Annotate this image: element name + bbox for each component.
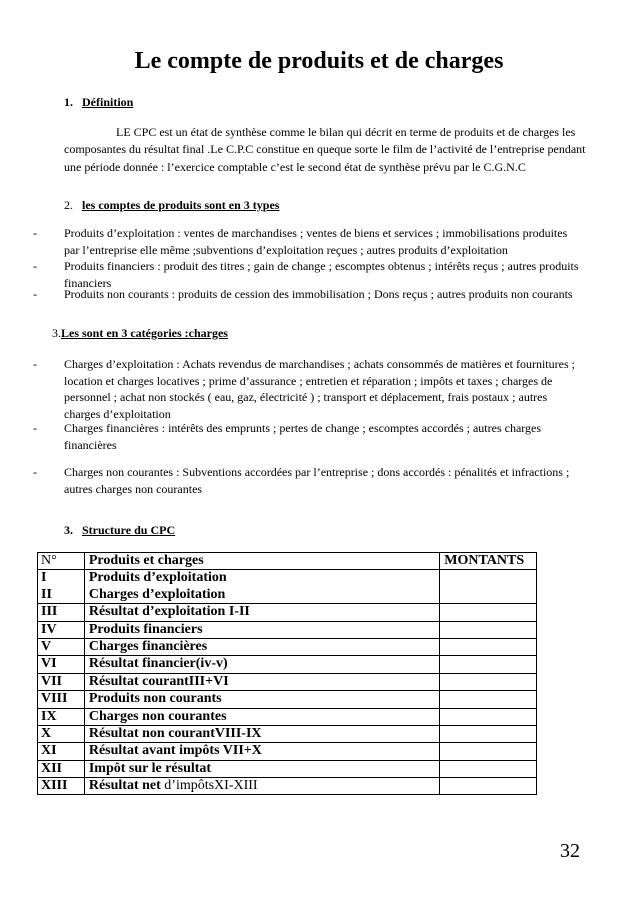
row-label: Résultat financier(iv-v) bbox=[84, 656, 439, 673]
row-num: V bbox=[38, 638, 85, 655]
row-label: Produits non courants bbox=[84, 691, 439, 708]
table-row bbox=[38, 656, 537, 673]
bullet-dash: - bbox=[33, 287, 37, 301]
row-num: XI bbox=[38, 743, 85, 760]
table-row bbox=[38, 587, 537, 604]
table-row bbox=[38, 708, 537, 725]
section-title: Les sont en 3 catégories :charges bbox=[61, 326, 228, 340]
table-row bbox=[38, 691, 537, 708]
row-num: III bbox=[38, 604, 85, 621]
row-amount bbox=[440, 570, 537, 587]
bullet-dash: - bbox=[33, 226, 37, 240]
row-num: IX bbox=[38, 708, 85, 725]
bullet-dash: - bbox=[33, 357, 37, 371]
row-num: XII bbox=[38, 760, 85, 777]
section-structure-heading bbox=[64, 522, 175, 539]
table-row bbox=[38, 760, 537, 777]
table-header-row bbox=[38, 553, 537, 570]
table-row bbox=[38, 778, 537, 795]
section-number: 2. bbox=[64, 198, 73, 212]
row-label: Charges financières bbox=[84, 638, 439, 655]
definition-text: LE CPC est un état de synthèse comme le bilan qui décrit en terme de produits et de charges les composantes du résultat final .Le C.P.C constitue en queque sorte le film de l’activité de l’entreprise pendant une période donnée : l’exercice comptable c’est le second état de synthèse prévu par le C.G.N.C bbox=[64, 125, 586, 174]
row-label: Résultat avant impôts VII+X bbox=[84, 743, 439, 760]
row-num: X bbox=[38, 725, 85, 742]
cpc-structure-table bbox=[37, 552, 537, 795]
row-label: Impôt sur le résultat bbox=[84, 760, 439, 777]
list-item: Produits non courants : produits de cession des immobilisation ; Dons reçus ; autres produits non courants bbox=[64, 287, 573, 301]
table-row bbox=[38, 725, 537, 742]
row-amount bbox=[440, 691, 537, 708]
row-amount bbox=[440, 778, 537, 795]
bullet-dash: - bbox=[33, 259, 37, 273]
row-num: II bbox=[38, 587, 85, 604]
page-number: 32 bbox=[560, 840, 580, 862]
row-num: VII bbox=[38, 673, 85, 690]
section-definition-heading bbox=[64, 94, 133, 111]
list-item: Charges financières : intérêts des emprunts ; pertes de change ; escomptes accordés ; autres charges financières bbox=[64, 421, 542, 452]
row-amount bbox=[440, 604, 537, 621]
row-label: Produits financiers bbox=[84, 621, 439, 638]
list-item: Charges non courantes : Subventions accordées par l’entreprise ; dons accordés : pénalités et infractions ; autres charges non courantes bbox=[64, 465, 570, 496]
row-num: IV bbox=[38, 621, 85, 638]
list-item: Produits d’exploitation : ventes de marchandises ; ventes de biens et services ; immobilisations produites par l’entreprise elle même ;subventions d’exploitation reçues ; autres produits d’exploitation bbox=[64, 226, 568, 257]
section-number: 1. bbox=[64, 95, 73, 109]
header-amount: MONTANTS bbox=[440, 553, 537, 570]
row-amount bbox=[440, 725, 537, 742]
row-amount bbox=[440, 656, 537, 673]
list-item: Produits financiers : produit des titres ; gain de change ; escomptes obtenus ; intérêts reçus ; autres produits financiers bbox=[64, 259, 579, 290]
header-label: Produits et charges bbox=[84, 553, 439, 570]
bullet-dash: - bbox=[33, 465, 37, 479]
table-row bbox=[38, 570, 537, 587]
header-num: N° bbox=[38, 553, 85, 570]
row-num: VI bbox=[38, 656, 85, 673]
section-number: 3. bbox=[64, 523, 73, 537]
row-label-suffix: d’impôtsXI-XIII bbox=[160, 778, 258, 794]
section-number: 3. bbox=[52, 326, 61, 340]
row-amount bbox=[440, 638, 537, 655]
section-title: Définition bbox=[82, 95, 134, 109]
row-amount bbox=[440, 587, 537, 604]
table-row bbox=[38, 621, 537, 638]
row-label-main: Résultat net bbox=[88, 778, 161, 794]
table-row bbox=[38, 743, 537, 760]
row-label: Charges non courantes bbox=[84, 708, 439, 725]
row-num: VIII bbox=[38, 691, 85, 708]
row-label bbox=[84, 778, 439, 795]
table-row bbox=[38, 673, 537, 690]
row-amount bbox=[440, 621, 537, 638]
row-label: Résultat non courantVIII-IX bbox=[84, 725, 439, 742]
list-item: Charges d’exploitation : Achats revendus de marchandises ; achats consommés de matières et fournitures ; location et charges locatives ; prime d’assurance ; entretien et réparation ; impôts et taxes ; charges de personnel ; achat non stockés ( eau, gaz, électricité ) ; transport et déplacement, frais postaux ; autres charges d’exploitation bbox=[64, 357, 575, 421]
row-amount bbox=[440, 760, 537, 777]
table-row bbox=[38, 638, 537, 655]
section-produits-heading bbox=[64, 197, 279, 214]
row-label: Charges d’exploitation bbox=[84, 587, 439, 604]
row-amount bbox=[440, 673, 537, 690]
table-row bbox=[38, 604, 537, 621]
definition-paragraph bbox=[64, 124, 604, 176]
row-amount bbox=[440, 708, 537, 725]
row-label: Résultat d’exploitation I-II bbox=[84, 604, 439, 621]
section-charges-heading bbox=[52, 325, 228, 342]
page-title: Le compte de produits et de charges bbox=[134, 48, 504, 74]
section-title: Structure du CPC bbox=[82, 523, 176, 537]
bullet-dash: - bbox=[33, 421, 37, 435]
row-amount bbox=[440, 743, 537, 760]
row-num: XIII bbox=[38, 778, 85, 795]
row-label: Résultat courantIII+VI bbox=[84, 673, 439, 690]
row-label: Produits d’exploitation bbox=[84, 570, 439, 587]
row-num: I bbox=[38, 570, 85, 587]
section-title: les comptes de produits sont en 3 types bbox=[82, 198, 280, 212]
